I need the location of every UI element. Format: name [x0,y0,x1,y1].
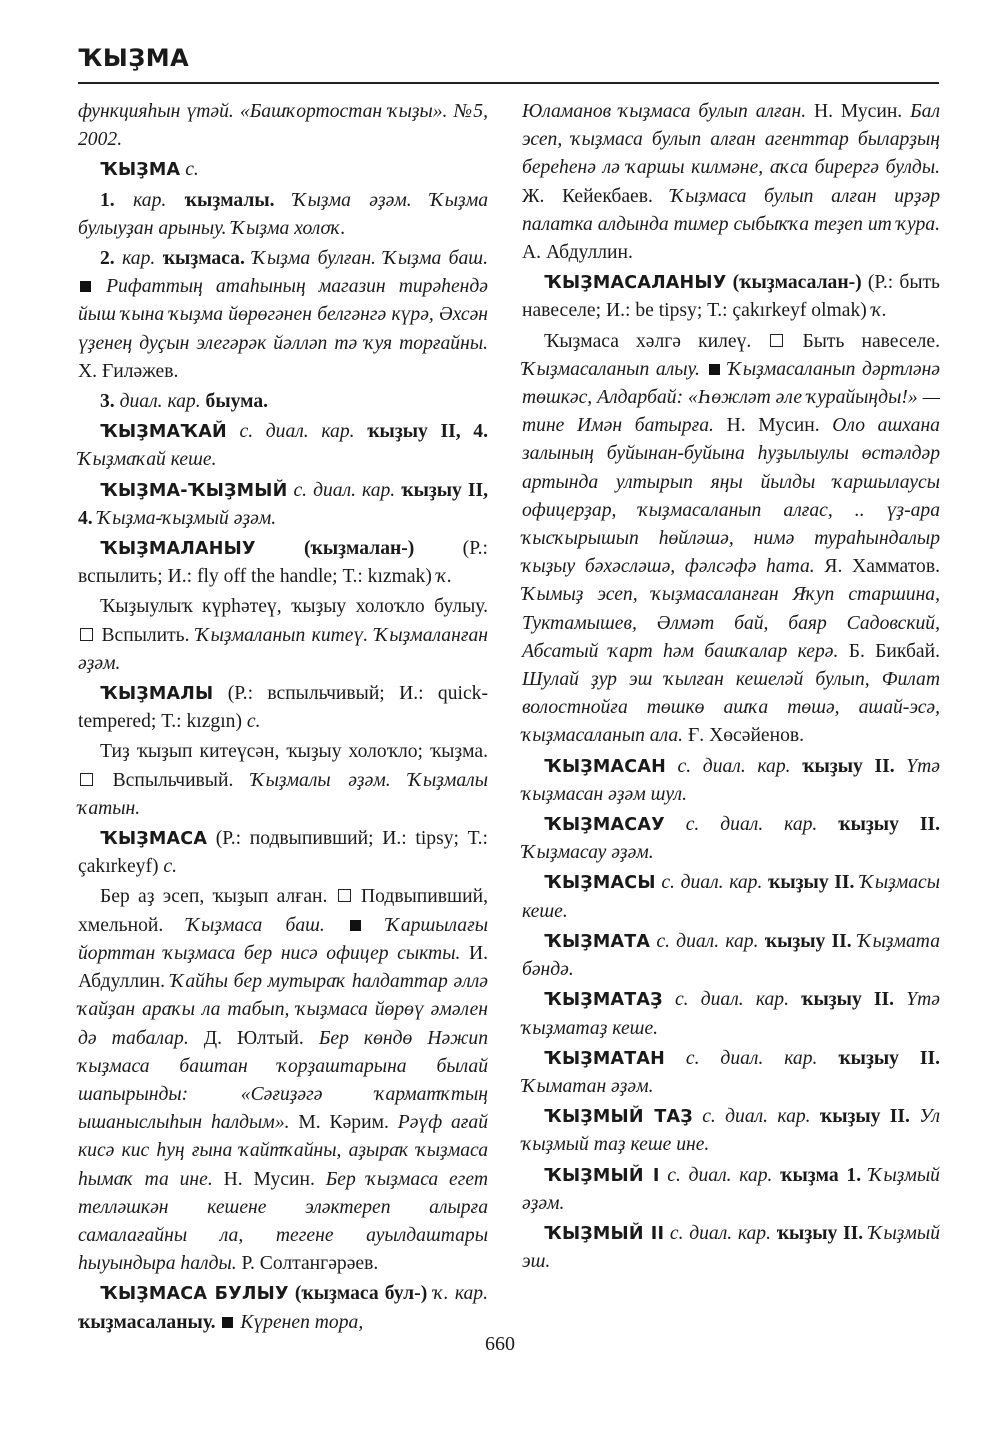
white-square-icon [770,334,783,347]
entry-continuation [522,98,940,267]
dictionary-entry [522,1220,940,1276]
definition-text: Ҡыҙыулыҡ күрһәтеү, ҡыҙыу холоҡло булыу. [100,596,488,618]
example-text: Үтә ҡыҙматаҙ кеше. [522,989,940,1039]
headword: ҠЫҘМА [100,160,181,181]
quote-text: Ҡыҙмасаланып дәртләнә төшкәс, Алдарбай: «Һөжләт әле ҡурайыңды!» — тине Имән батырға. [522,358,940,437]
usage-label: с. диал. кар. [226,421,368,443]
cross-reference: ҡыҙыу II. [776,1222,864,1244]
usage-label: с. диал. кар. [659,1164,781,1186]
sense-3 [78,388,488,416]
dictionary-entry [78,156,488,184]
sense-2 [78,245,488,386]
black-square-icon [350,920,361,931]
white-square-icon [80,628,93,641]
grammar-label: с. [246,711,261,733]
headword: ҠЫҘМАСАЛАНЫУ [544,273,727,294]
dictionary-entry [522,869,940,925]
sense-number: 2. [100,248,115,270]
example-text: Ҡыҙмый эш. [522,1222,940,1273]
headword: ҠЫҘМА-ҠЫҘМЫЙ [100,480,288,501]
quote-source: Ж. Кейекбаев. [522,185,653,207]
usage-label: диал. кар. [114,391,206,413]
headword: ҠЫҘМАЛЫ [100,684,214,705]
page-number: 660 [485,1333,515,1355]
example-text: Ҡыматан әҙәм. [522,1075,654,1097]
cross-reference: ҡыҙыу II. [764,930,852,952]
usage-label: с. диал. кар. [692,1106,820,1128]
quote-source: И. Абдуллин. [78,942,489,993]
russian-equivalent: Вспыльчивый. [95,769,234,791]
russian-equivalent: Вспылить. [95,624,190,646]
quote-text: Бал эсеп, ҡыҙмаса булып алған агенттар быларҙың береһенә лә ҡаршы килмәне, аҡса бирергә булды. [522,101,940,179]
quote-text: Күренеп тора, [235,1311,364,1333]
right-column [522,98,940,1278]
quote-source: Ғ. Хөсәйенов. [683,725,805,747]
headword: ҠЫҘМАТА [544,931,651,952]
quote-source: Н. Мусин. [713,415,820,437]
black-square-icon [222,1317,233,1328]
dictionary-entry [78,1280,488,1336]
usage-label: кар. [114,189,185,211]
dictionary-entry [78,680,488,736]
verb-stem: (ҡыҙмаса бул-) [288,1283,428,1305]
cross-reference: ҡыҙыу II. [819,1106,910,1128]
example-text: Ҡыҙмый әҙәм. [522,1164,940,1214]
cross-reference: ҡыҙыу II, 4. [367,421,488,443]
cross-reference: ҡыҙыу II. [768,872,855,894]
headword: ҠЫҘМАТАН [544,1048,666,1069]
usage-label: с. диал. кар. [655,872,769,894]
quote-text: Оло ашхана залының буйынан-буйына һуҙылыулы өстәлдәр артында ултырып яңы йылды ҡаршылаусы офицерҙар, ҡыҙмасаланып алғас, .. үҙ-ара ҡысҡырышып һөйләшә, нимә тураһындалыр ҡыҙыу бәхәсләшә, фәлсәфә һата. [522,415,940,578]
example-text: Ул ҡыҙмый таҙ кеше ине. [522,1106,940,1156]
quote-text: Ҡайһы бер мутыраҡ һалдаттар әллә ҡайҙан араҡы ла табып, ҡыҙмаса йөрөү әмәлен дә табалар. [78,971,488,1049]
russian-equivalent: Быть навеселе. [785,330,940,352]
white-square-icon [338,889,351,902]
quote-source: М. Кәрим. [289,1112,389,1134]
usage-label: с. диал. кар. [664,1222,777,1244]
cross-reference: быума. [205,391,269,413]
headword: ҠЫҘМАСЫ [544,873,656,894]
russian-equivalent: Подвыпивший, хмельной. [78,886,488,936]
quote-text: Рифаттың атаһының магазин тирәһендә йыш ҡына ҡыҙма йөрөгәнен белгәнгә күрә, Әхсән үҙенең дуҫын элегәрәк йәлләп тә ҡуя торғайны. [78,276,488,354]
left-column [78,98,488,1339]
headword: ҠЫҘМАЛАНЫУ [100,539,256,560]
definition [78,593,488,678]
usage-label: кар. [114,248,163,270]
dictionary-entry [522,753,940,809]
headword: ҠЫҘМАТАҘ [544,990,663,1011]
cross-reference: ҡыҙыу II, 4. [78,479,488,529]
headword: ҠЫҘМЫЙ I [544,1165,660,1186]
example-text: Ҡыҙмаҡай кеше. [78,449,217,471]
quote-text: Ҡаршылағы йорттан ҡыҙмаса бер нисә офицер сыкты. [78,914,489,964]
sense-number: 1. [100,189,115,211]
quote-source: Н. Мусин. [212,1168,315,1190]
headword: ҠЫҘМАСАН [544,756,666,777]
quote-text: Ҡымыҙ эсеп, ҡыҙмасаланған Яҡуп старшина, Туктамышев, Әлмәт бай, баяр Садовский, Абсатый ҡарт һәм башҡалар керә. [522,584,940,662]
dictionary-entry [78,418,488,474]
translations: (Р.: быть навеселе; И.: be tipsy; Т.: çakırkeyf olmak) [522,272,940,322]
grammar-label: ҡ. [436,566,453,588]
usage-label: с. диал. кар. [665,755,803,777]
dictionary-entry [522,928,940,984]
dictionary-entry [522,1162,940,1218]
dictionary-entry [522,811,940,867]
definition [522,328,940,751]
example-text: Үтә ҡыҙмасан әҙәм шул. [522,755,940,805]
grammar-label: с. [163,856,178,878]
example-text: Ҡыҙмалы әҙәм. Ҡыҙмалы ҡатын. [78,769,488,819]
quote-text: Ҡыҙмаса булып алған ирҙәр палатка алдында тимер сыбыҡҡа теҙеп ит ҡура. [522,185,940,235]
quote-source: Я. Хамматов. [814,556,941,578]
usage-label: с. диал. кар. [287,479,402,501]
headword: ҠЫҘМАҠАЙ [100,422,227,443]
usage-label: кар. [448,1283,488,1305]
usage-label: с. диал. кар. [650,930,765,952]
white-square-icon [80,773,93,786]
verb-stem: (ҡыҙмалан-) [255,538,415,560]
quote-source: А. Абдуллин. [522,242,633,264]
translations: (Р.: вспыльчивый; И.: quick-tempered; Т.: kızgın) [78,683,488,733]
example-text: Ҡыҙмасы кеше. [522,872,940,922]
dictionary-entry [522,1045,940,1101]
cross-reference: ҡыҙмаса. [162,248,245,270]
quote-text: функцияһын үтәй. «Башҡортостан ҡыҙы». №5, 2002. [78,101,488,151]
example-text: Ҡыҙмата бәндә. [522,930,940,981]
grammar-label: с. [180,159,199,181]
quote-source: Д. Юлтый. [188,1027,304,1049]
cross-reference: ҡыҙмасаланыу. [78,1311,216,1333]
sense-number: 3. [100,391,115,413]
black-square-icon [80,281,91,292]
entry-continuation [78,98,488,154]
definition-text: Ҡыҙмаса хәлгә килеү. [544,330,752,352]
quote-text: Рәүф ағай кисә кис һуң ғына ҡайтҡайны, аҙыраҡ ҡыҙмаса һымаҡ та ине. [78,1112,488,1190]
grammar-label: ҡ. [871,300,887,322]
dictionary-entry [522,986,940,1042]
translations: (Р.: вспылить; И.: fly off the handle; Т.: kızmak) [78,538,488,588]
definition [78,738,488,823]
verb-stem: (ҡыҙмасалан-) [726,272,862,294]
dictionary-entry [522,269,940,325]
grammar-label: ҡ. [427,1283,449,1305]
quote-text: Шулай ҙур эш ҡылған кешеләй булып, Филат волостнойға төшкө ашҡа төшә, ашай-эсә, ҡыҙмасаланып ала. [522,669,940,747]
usage-label: с. диал. кар. [664,814,839,836]
quote-source: Х. Ғиләжев. [78,360,179,382]
definition-text: Бер аҙ эсеп, ҡыҙып алған. [100,886,328,908]
headword: ҠЫҘМЫЙ ТАҘ [544,1107,693,1128]
dictionary-entry [522,1103,940,1159]
usage-label: с. диал. кар. [662,989,802,1011]
definition-text: Тиҙ ҡыҙып китеүсән, ҡыҙыу холоҡло; ҡыҙма. [100,741,488,763]
cross-reference: ҡыҙыу II. [838,814,940,836]
headword: ҠЫҘМАСА БУЛЫУ [100,1284,289,1305]
definition [78,883,488,1278]
dictionary-entry [78,477,488,533]
dictionary-entry [78,825,488,881]
headword: ҠЫҘМАСА [100,829,208,850]
headword: ҠЫҘМЫЙ II [544,1223,665,1244]
cross-reference: ҡыҙма 1. [780,1164,862,1186]
example-text: Ҡыҙмаса баш. [163,914,325,936]
cross-reference: ҡыҙмалы. [184,189,275,211]
headword: ҠЫҘМАСАУ [544,815,665,836]
dictionary-entry [78,535,488,591]
example-text: Ҡыҙма булған. Ҡыҙма баш. [244,248,488,270]
quote-source: Р. Солтангәрәев. [236,1253,379,1275]
cross-reference: ҡыҙыу II. [838,1047,940,1069]
quote-text: Юламанов ҡыҙмаса булып алған. [522,101,807,122]
example-text: Ҡыҙма-ҡыҙмый әҙәм. [92,507,277,529]
quote-source: Б. Бикбай. [838,640,940,662]
quote-text: Бер көндө Нәжип ҡыҙмаса баштан ҡорҙаштарына былай шапырынды: «Сәғиҙәгә ҡарматҡтың ышаныслыһын һалдым». [78,1027,488,1134]
example-text: Ҡыҙмасаланып алыу. [522,358,700,380]
sense-1 [78,187,488,243]
usage-label: с. диал. кар. [665,1047,839,1069]
running-head: ҠЫҘМА [78,44,190,72]
example-text: Ҡыҙмаланып китеү. Ҡыҙмаланған әҙәм. [78,624,488,674]
cross-reference: ҡыҙыу II. [801,989,895,1011]
translations: (Р.: подвыпивший; И.: tipsy; Т.: çakırkeyf) [78,828,488,878]
example-text: Ҡыҙмасау әҙәм. [522,842,654,864]
header-rule [78,82,939,84]
quote-text: Бер ҡыҙмаса егет телләшкән кешене эләктереп алырға самалағайны ла, тегене ауылдаштары һыуындыра һалды. [78,1168,488,1275]
quote-source: Н. Мусин. [806,101,903,122]
black-square-icon [709,364,720,375]
cross-reference: ҡыҙыу II. [802,755,895,777]
example-text: Ҡыҙма әҙәм. Ҡыҙма булыуҙан арыныу. Ҡыҙма холоҡ. [78,189,488,239]
